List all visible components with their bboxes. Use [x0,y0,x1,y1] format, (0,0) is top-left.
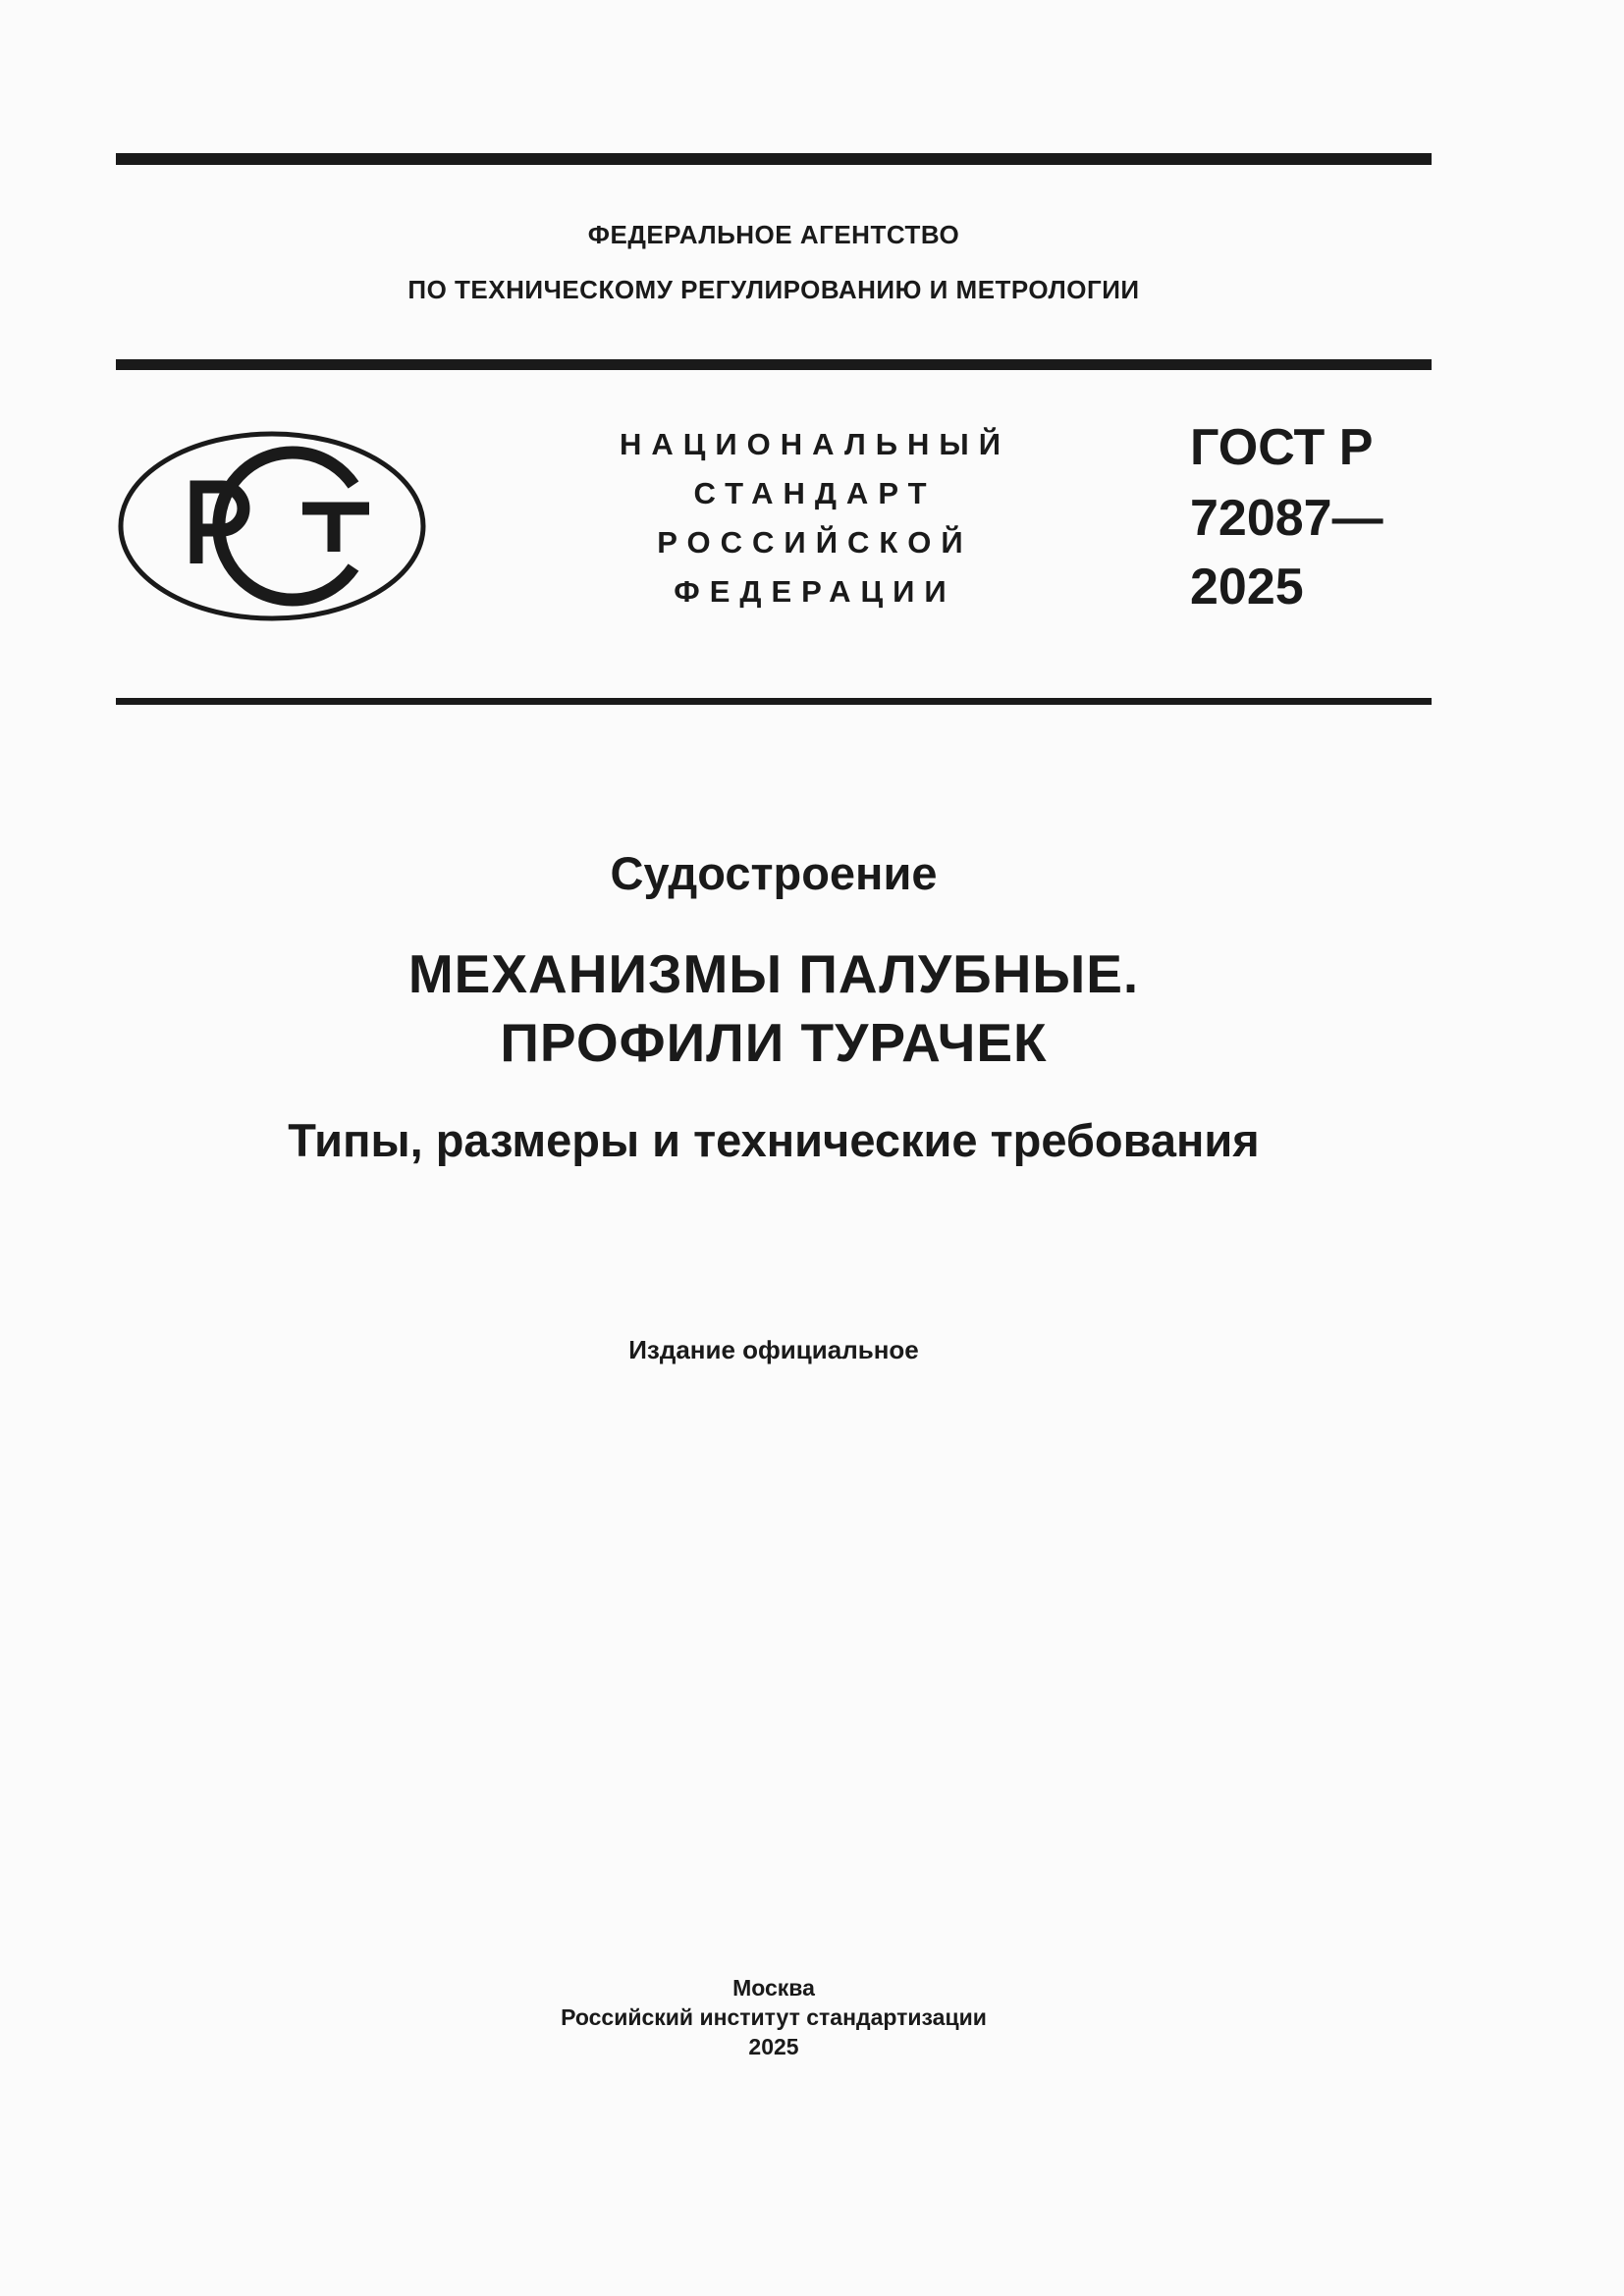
national-standard-line-2: СТАНДАРТ [693,476,937,510]
national-standard-line-1: НАЦИОНАЛЬНЫЙ [619,427,1011,461]
top-divider [116,153,1432,165]
document-subtitle: Типы, размеры и технические требования [288,1114,1260,1166]
document-title-line-1: МЕХАНИЗМЫ ПАЛУБНЫЕ. [407,943,1140,1004]
document-title-line-2: ПРОФИЛИ ТУРАЧЕК [500,1012,1048,1073]
standard-code-line-3: 2025 [1190,559,1304,615]
header-divider [116,359,1432,370]
edition-note: Издание официальное [628,1335,919,1364]
sector-heading: Судостроение [610,847,938,899]
agency-name-line-1: ФЕДЕРАЛЬНОЕ АГЕНТСТВО [587,220,960,249]
standard-code-line-2: 72087— [1190,490,1383,547]
national-standard-line-4: ФЕДЕРАЦИИ [674,574,956,609]
national-standard-line-3: РОССИЙСКОЙ [657,525,973,560]
publication-city: Москва [732,1975,815,2001]
standard-code-line-1: ГОСТ Р [1190,419,1374,476]
standard-block-divider [116,698,1432,705]
publisher-name: Российский институт стандартизации [561,2004,987,2030]
publication-year: 2025 [748,2034,799,2059]
agency-name-line-2: ПО ТЕХНИЧЕСКОМУ РЕГУЛИРОВАНИЮ И МЕТРОЛОГИИ [407,275,1140,304]
rst-certification-mark-icon [116,428,428,624]
